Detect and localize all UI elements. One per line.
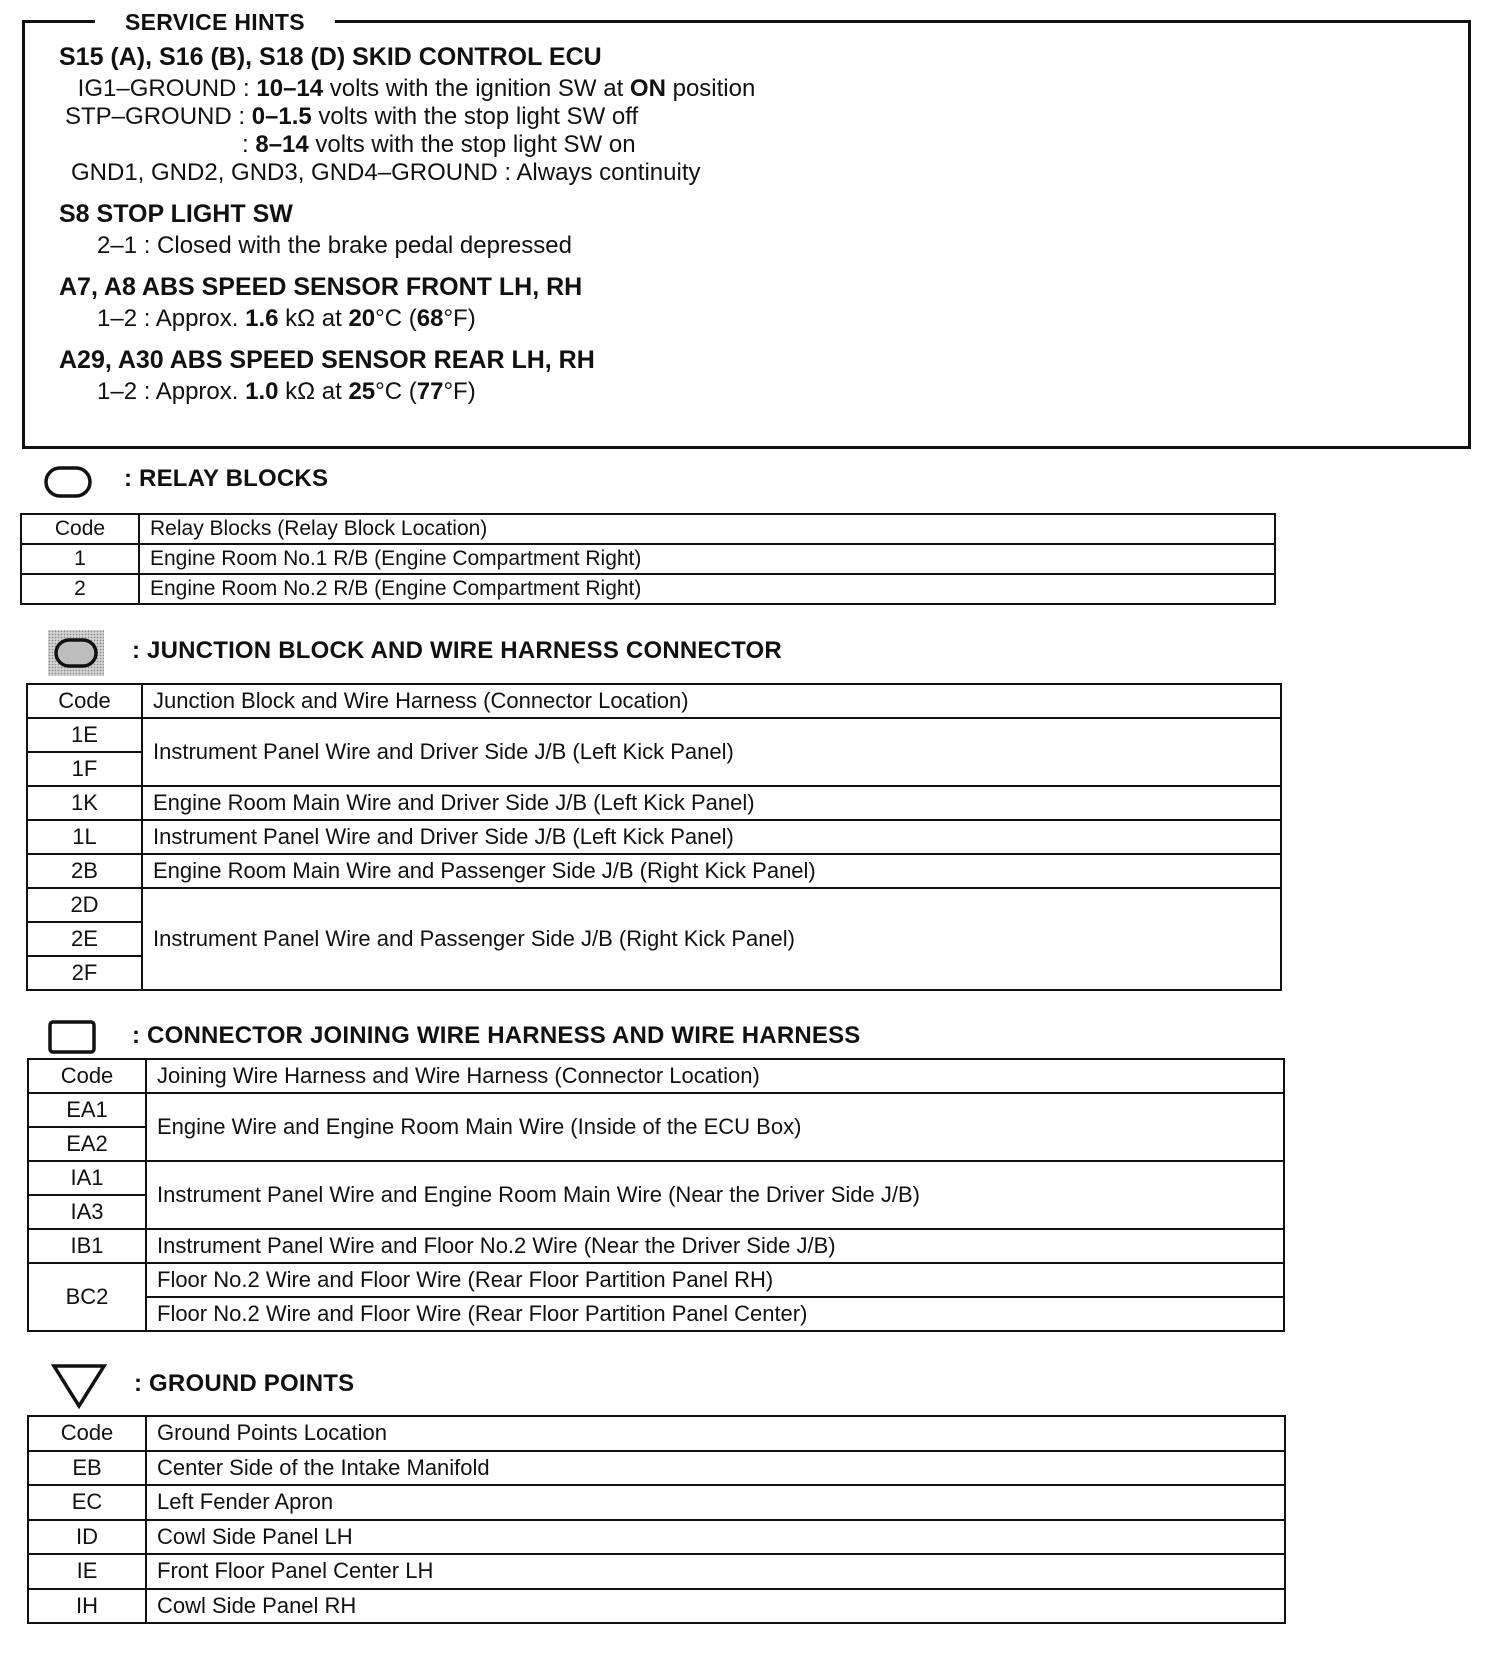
row-code: 1K (27, 786, 142, 820)
row-code: 1F (27, 752, 142, 786)
hint-line-stp-off: STP–GROUND : 0–1.5 volts with the stop light SW off (65, 103, 639, 130)
relay-blocks-table (20, 513, 1276, 605)
down-triangle-icon (50, 1362, 108, 1410)
shaded-rounded-rectangle-icon (48, 630, 104, 676)
row-code: EB (28, 1451, 146, 1486)
header-code: Code (21, 514, 139, 544)
table-header-row (28, 1416, 1285, 1451)
table-row (28, 1589, 1285, 1624)
table-row (27, 888, 1281, 922)
table-header-row (28, 1059, 1284, 1093)
table-row (27, 820, 1281, 854)
row-code: 1 (21, 544, 139, 574)
junction-block-table (26, 683, 1282, 991)
row-desc: Engine Room No.2 R/B (Engine Compartment Right) (139, 574, 1275, 604)
hint-line-stop-light: 2–1 : Closed with the brake pedal depressed (97, 232, 572, 259)
hint-heading-stop-light-sw: S8 STOP LIGHT SW (59, 200, 293, 228)
row-code: 2F (27, 956, 142, 990)
table-row (28, 1161, 1284, 1195)
junction-block-heading: : JUNCTION BLOCK AND WIRE HARNESS CONNECTOR (132, 637, 782, 664)
ground-points-heading: : GROUND POINTS (134, 1370, 355, 1397)
table-row (27, 718, 1281, 752)
row-desc: Instrument Panel Wire and Driver Side J/B (Left Kick Panel) (142, 718, 1281, 786)
row-desc: Engine Room Main Wire and Passenger Side J/B (Right Kick Panel) (142, 854, 1281, 888)
row-code: 2B (27, 854, 142, 888)
row-code: BC2 (28, 1263, 146, 1331)
row-code: EA2 (28, 1127, 146, 1161)
row-code: 2D (27, 888, 142, 922)
row-desc: Instrument Panel Wire and Driver Side J/B (Left Kick Panel) (142, 820, 1281, 854)
table-row (27, 854, 1281, 888)
table-row (28, 1263, 1284, 1297)
row-code: IH (28, 1589, 146, 1624)
row-code: IE (28, 1554, 146, 1589)
connector-joining-heading: : CONNECTOR JOINING WIRE HARNESS AND WIRE HARNESS (132, 1022, 861, 1049)
row-code: EA1 (28, 1093, 146, 1127)
row-desc: Engine Room Main Wire and Driver Side J/B (Left Kick Panel) (142, 786, 1281, 820)
row-desc: Front Floor Panel Center LH (146, 1554, 1285, 1589)
row-desc: Engine Room No.1 R/B (Engine Compartment Right) (139, 544, 1275, 574)
table-row (28, 1554, 1285, 1589)
table-row (27, 786, 1281, 820)
row-desc: Instrument Panel Wire and Engine Room Main Wire (Near the Driver Side J/B) (146, 1161, 1284, 1229)
relay-blocks-heading: : RELAY BLOCKS (124, 465, 329, 492)
table-row (21, 544, 1275, 574)
hint-heading-skid-control-ecu: S15 (A), S16 (B), S18 (D) SKID CONTROL ECU (59, 43, 602, 71)
row-desc: Instrument Panel Wire and Floor No.2 Wire (Near the Driver Side J/B) (146, 1229, 1284, 1263)
hint-heading-rear-sensor: A29, A30 ABS SPEED SENSOR REAR LH, RH (59, 346, 595, 374)
hint-line-ig1: IG1–GROUND : 10–14 volts with the ignition SW at ON position (71, 75, 756, 102)
row-desc: Floor No.2 Wire and Floor Wire (Rear Floor Partition Panel RH) (146, 1263, 1284, 1297)
table-row (28, 1297, 1284, 1331)
row-desc: Instrument Panel Wire and Passenger Side J/B (Right Kick Panel) (142, 888, 1281, 990)
header-desc: Joining Wire Harness and Wire Harness (Connector Location) (146, 1059, 1284, 1093)
row-code: 1E (27, 718, 142, 752)
rounded-rectangle-icon (44, 466, 92, 498)
table-row (21, 574, 1275, 604)
hint-line-gnd: GND1, GND2, GND3, GND4–GROUND : Always continuity (71, 159, 701, 186)
hint-line-stp-on: : 8–14 volts with the stop light SW on (242, 131, 636, 158)
row-code: 1L (27, 820, 142, 854)
row-code: IA1 (28, 1161, 146, 1195)
header-desc: Ground Points Location (146, 1416, 1285, 1451)
table-row (28, 1485, 1285, 1520)
header-code: Code (27, 684, 142, 718)
service-hints-title: SERVICE HINTS (95, 9, 335, 36)
row-desc: Floor No.2 Wire and Floor Wire (Rear Floor Partition Panel Center) (146, 1297, 1284, 1331)
row-desc: Left Fender Apron (146, 1485, 1285, 1520)
table-header-row (21, 514, 1275, 544)
header-desc: Relay Blocks (Relay Block Location) (139, 514, 1275, 544)
table-row (28, 1451, 1285, 1486)
row-code: 2E (27, 922, 142, 956)
row-code: IA3 (28, 1195, 146, 1229)
table-row (28, 1093, 1284, 1127)
ground-points-table (27, 1415, 1286, 1624)
header-desc: Junction Block and Wire Harness (Connector Location) (142, 684, 1281, 718)
hint-line-rear-sensor: 1–2 : Approx. 1.0 kΩ at 25°C (77°F) (97, 378, 476, 405)
row-code: 2 (21, 574, 139, 604)
service-hints-box (22, 9, 1471, 449)
header-code: Code (28, 1416, 146, 1451)
table-row (28, 1520, 1285, 1555)
row-code: EC (28, 1485, 146, 1520)
row-code: IB1 (28, 1229, 146, 1263)
row-desc: Center Side of the Intake Manifold (146, 1451, 1285, 1486)
hint-heading-front-sensor: A7, A8 ABS SPEED SENSOR FRONT LH, RH (59, 273, 583, 301)
row-code: ID (28, 1520, 146, 1555)
rectangle-icon (48, 1020, 96, 1054)
row-desc: Cowl Side Panel LH (146, 1520, 1285, 1555)
header-code: Code (28, 1059, 146, 1093)
hint-line-front-sensor: 1–2 : Approx. 1.6 kΩ at 20°C (68°F) (97, 305, 476, 332)
row-desc: Engine Wire and Engine Room Main Wire (Inside of the ECU Box) (146, 1093, 1284, 1161)
row-desc: Cowl Side Panel RH (146, 1589, 1285, 1624)
table-row (28, 1229, 1284, 1263)
table-header-row (27, 684, 1281, 718)
connector-joining-table (27, 1058, 1285, 1332)
